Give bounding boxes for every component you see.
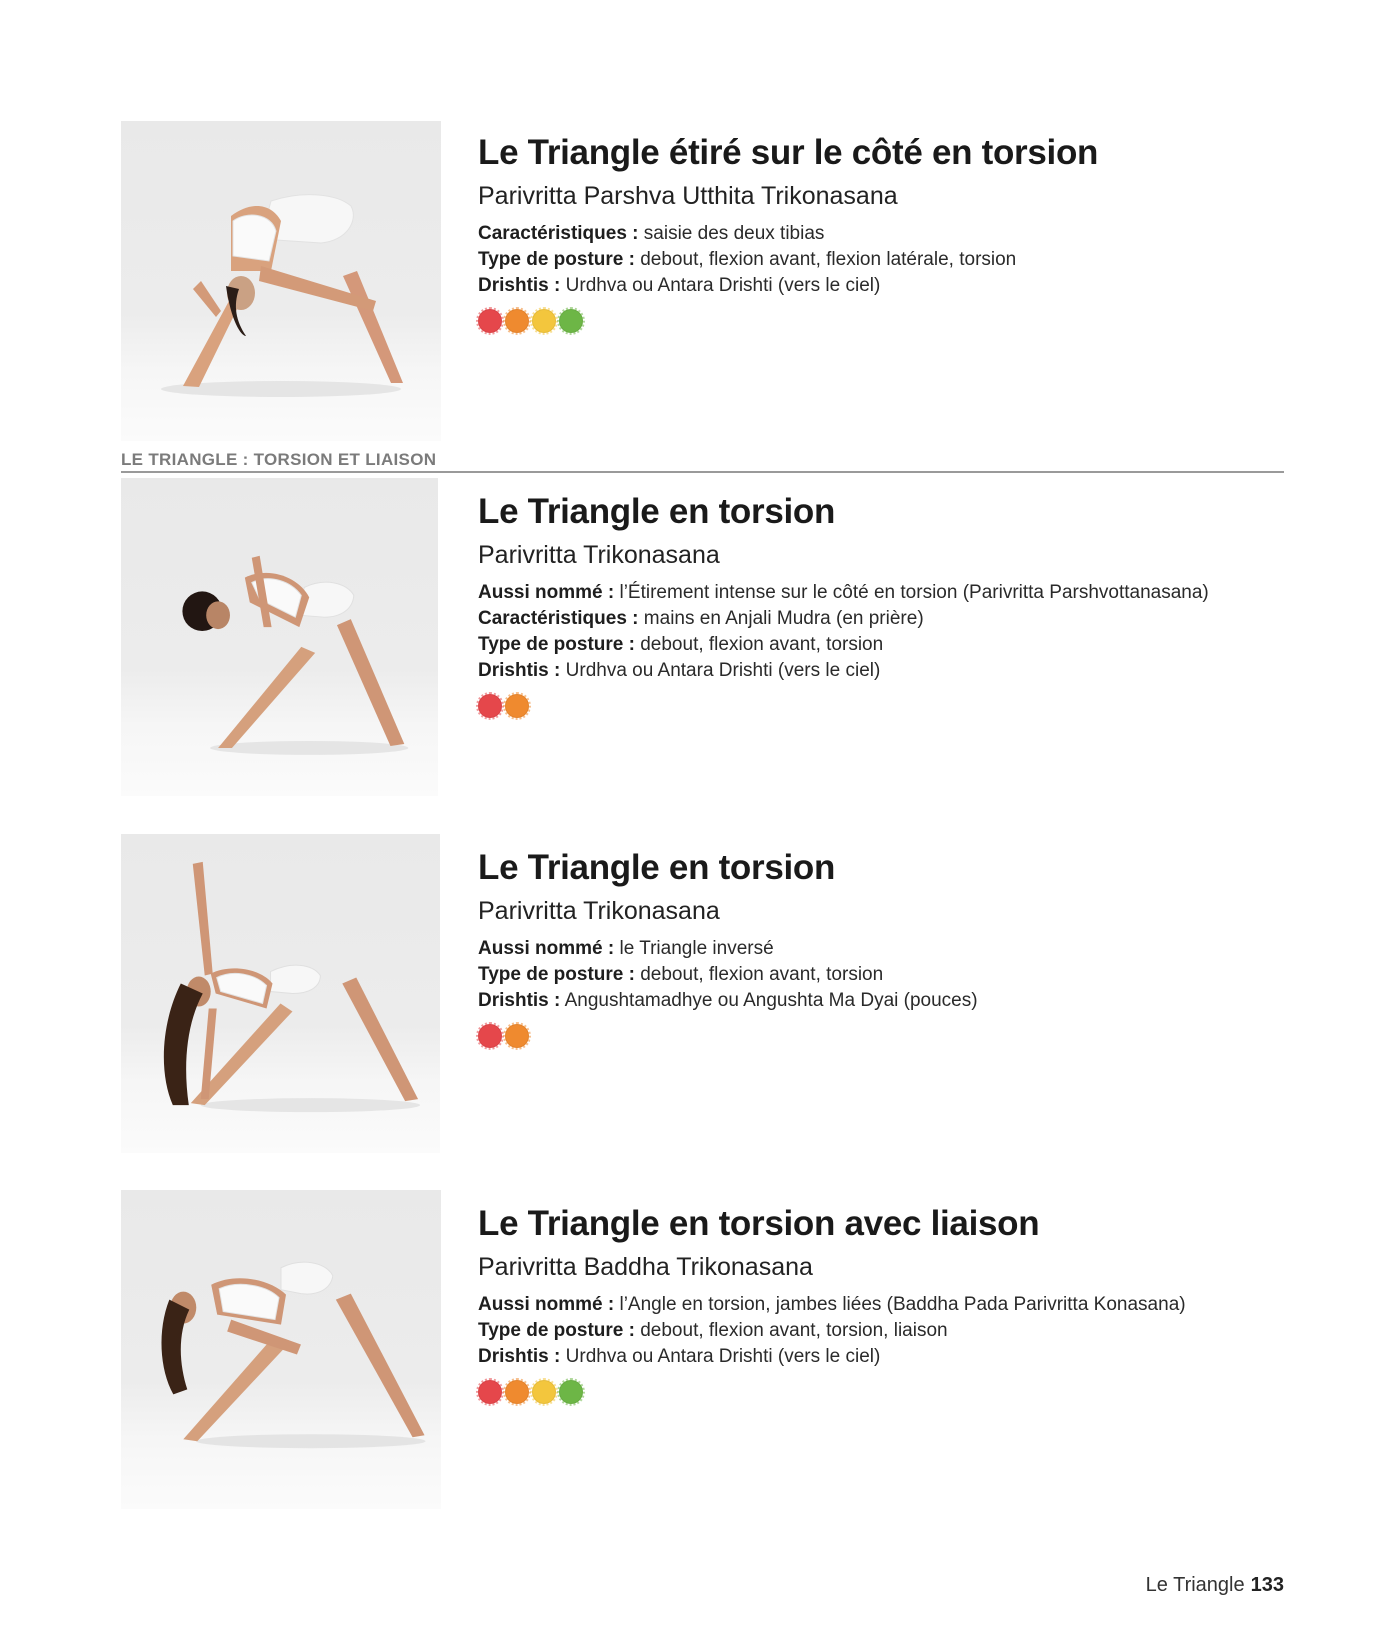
pose-type [478,247,1278,273]
root-chakra-icon [478,309,502,333]
section-divider [121,471,1284,473]
row-value: Angushtamadhye ou Angushta Ma Dyai (pouces) [564,990,978,1011]
pose-type [478,1318,1278,1344]
row-value: debout, flexion avant, torsion [640,634,884,655]
sacral-chakra-icon [505,694,529,718]
chapter-name: Le Triangle [1145,1574,1245,1596]
row-label: Drishtis : [478,990,561,1011]
pose-entry-4 [478,1204,1278,1406]
row-value: debout, flexion avant, torsion [640,964,884,985]
pose-sanskrit-name: Parivritta Trikonasana [478,897,720,925]
row-label: Aussi nommé : [478,582,615,603]
pose-photo-3 [121,834,440,1153]
pose-characteristics [478,221,1278,247]
row-label: Caractéristiques : [478,608,639,629]
root-chakra-icon [478,1380,502,1404]
row-value: saisie des deux tibias [643,223,825,244]
section-header: LE TRIANGLE : TORSION ET LIAISON [121,450,437,469]
yoga-figure-3 [121,834,440,1153]
chakra-icons [478,1024,1278,1050]
row-value: Urdhva ou Antara Drishti (vers le ciel) [565,275,881,296]
pose-entry-1 [478,133,1278,335]
sacral-chakra-icon [505,1380,529,1404]
pose-entry-2 [478,492,1278,720]
page-footer [1146,1574,1284,1597]
pose-also-named [478,580,1278,606]
root-chakra-icon [478,694,502,718]
pose-title: Le Triangle en torsion [478,492,836,531]
row-label: Aussi nommé : [478,1294,615,1315]
row-value: debout, flexion avant, flexion latérale, torsion [640,249,1017,270]
pose-title: Le Triangle en torsion [478,848,836,887]
pose-photo-4 [121,1190,441,1509]
row-label: Drishtis : [478,1346,561,1367]
row-label: Type de posture : [478,634,635,655]
pose-type [478,962,1278,988]
row-value: mains en Anjali Mudra (en prière) [643,608,924,629]
pose-type [478,632,1278,658]
row-label: Aussi nommé : [478,938,615,959]
row-value: l’Étirement intense sur le côté en torsion (Parivritta Parshvottanasana) [619,582,1209,603]
chakra-icons [478,309,1278,335]
page-number: 133 [1250,1574,1284,1596]
chakra-icons [478,1380,1278,1406]
pose-entry-3 [478,848,1278,1050]
row-label: Type de posture : [478,249,635,270]
pose-also-named [478,936,1278,962]
pose-photo-1 [121,121,441,441]
pose-sanskrit-name: Parivritta Trikonasana [478,541,720,569]
pose-sanskrit-name: Parivritta Parshva Utthita Trikonasana [478,182,898,210]
row-label: Drishtis : [478,275,561,296]
row-label: Type de posture : [478,1320,635,1341]
solar-plexus-chakra-icon [532,309,556,333]
pose-also-named [478,1292,1278,1318]
solar-plexus-chakra-icon [532,1380,556,1404]
yoga-figure-4 [121,1190,441,1509]
pose-title: Le Triangle en torsion avec liaison [478,1204,1040,1243]
row-value: l’Angle en torsion, jambes liées (Baddha Pada Parivritta Konasana) [619,1294,1186,1315]
row-value: Urdhva ou Antara Drishti (vers le ciel) [565,660,881,681]
pose-title: Le Triangle étiré sur le côté en torsion [478,133,1099,172]
row-value: le Triangle inversé [619,938,774,959]
pose-drishtis [478,658,1278,684]
pose-characteristics [478,606,1278,632]
pose-drishtis [478,1344,1278,1370]
row-value: debout, flexion avant, torsion, liaison [640,1320,948,1341]
yoga-figure-2 [121,478,438,796]
row-label: Type de posture : [478,964,635,985]
heart-chakra-icon [559,1380,583,1404]
sacral-chakra-icon [505,1024,529,1048]
yoga-figure-1 [121,121,441,441]
sacral-chakra-icon [505,309,529,333]
row-label: Drishtis : [478,660,561,681]
pose-sanskrit-name: Parivritta Baddha Trikonasana [478,1253,813,1281]
chakra-icons [478,694,1278,720]
heart-chakra-icon [559,309,583,333]
pose-photo-2 [121,478,438,796]
pose-drishtis [478,988,1278,1014]
row-value: Urdhva ou Antara Drishti (vers le ciel) [565,1346,881,1367]
root-chakra-icon [478,1024,502,1048]
pose-drishtis [478,273,1278,299]
row-label: Caractéristiques : [478,223,639,244]
